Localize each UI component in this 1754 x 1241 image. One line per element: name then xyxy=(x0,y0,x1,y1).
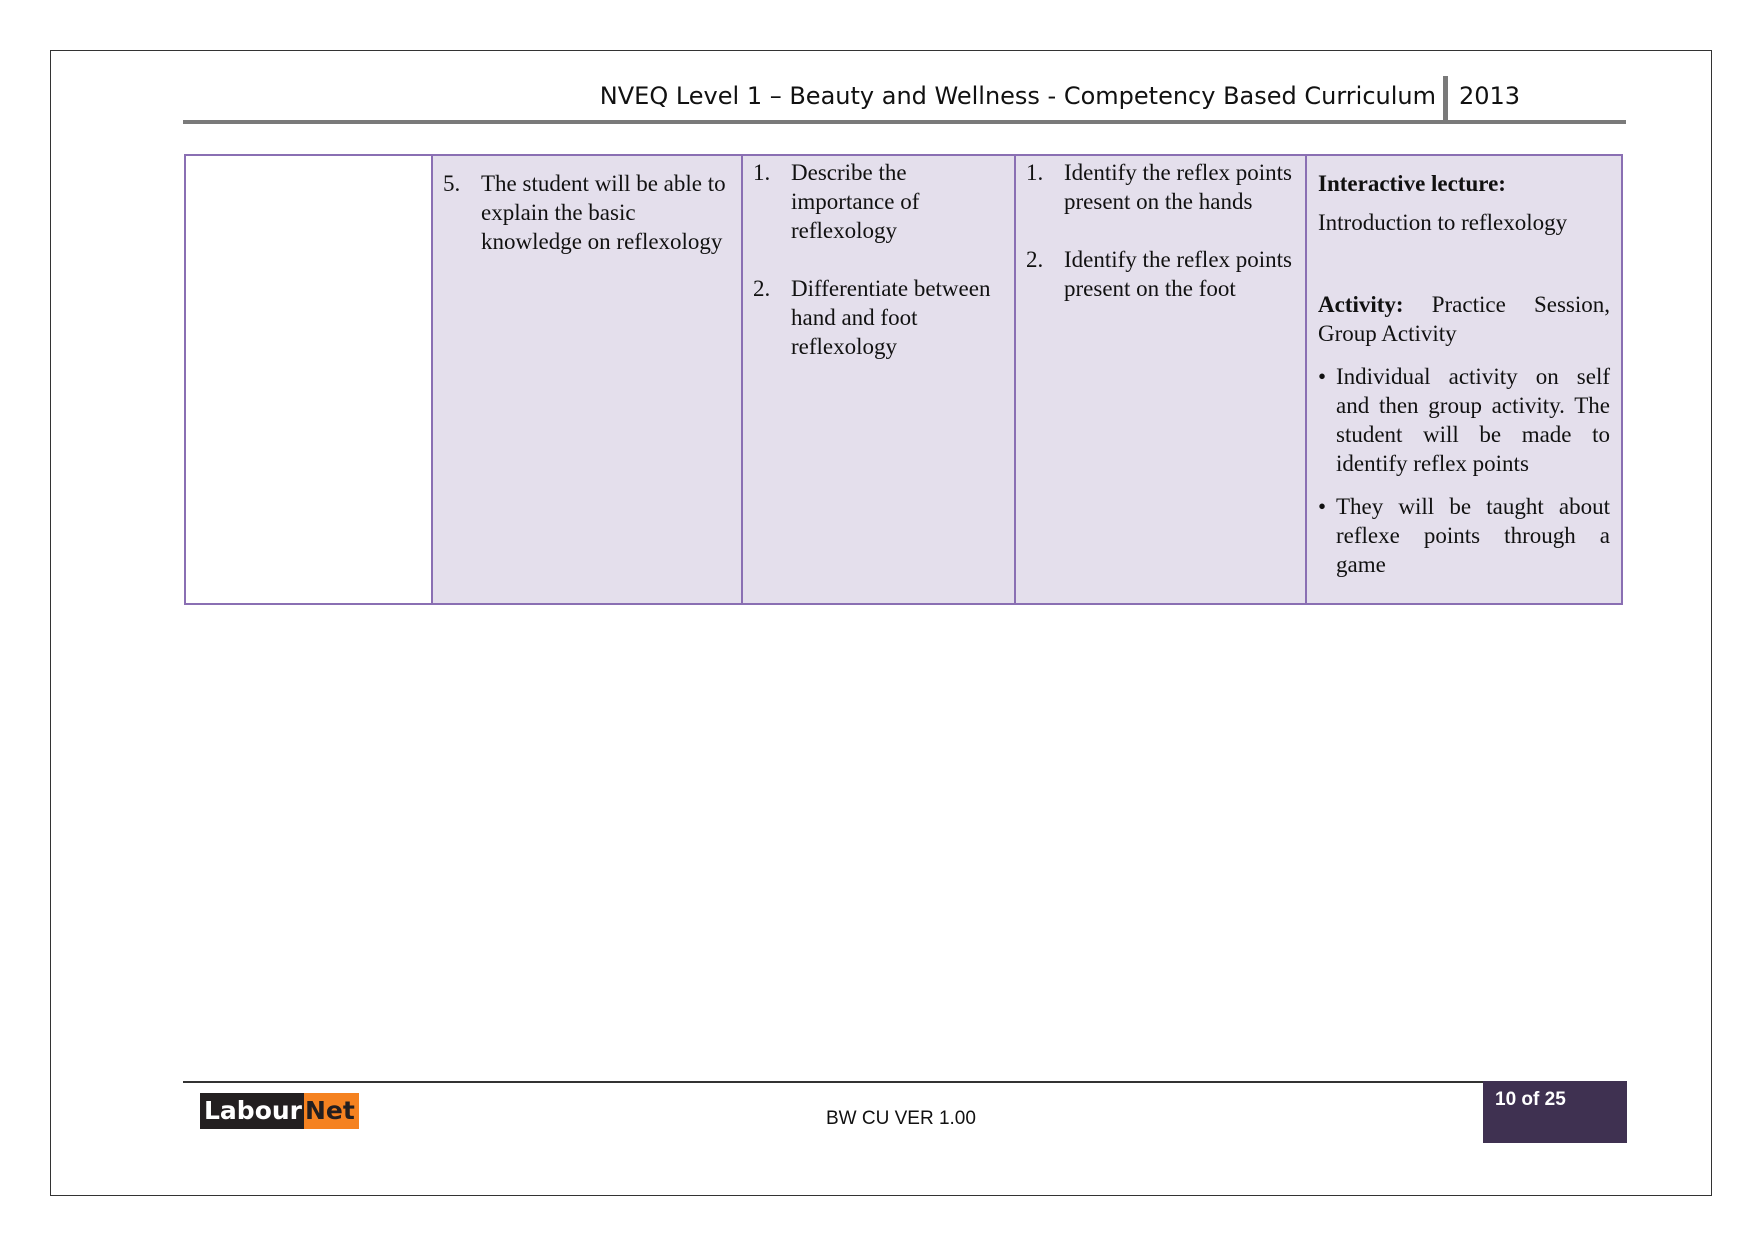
activity-label: Activity: xyxy=(1318,292,1404,317)
item-text: Identify the reflex points present on the hands xyxy=(1064,160,1293,214)
list-item xyxy=(1026,245,1293,303)
logo-text-labour: Labour xyxy=(200,1093,304,1129)
item-text: Describe the importance of reflexology xyxy=(791,160,920,243)
item-number: 1. xyxy=(1026,160,1044,185)
practical-cell xyxy=(1015,155,1306,604)
methodology-cell xyxy=(1306,155,1622,604)
list-item xyxy=(753,274,1002,361)
item-number: 2. xyxy=(1026,247,1044,272)
bullet-text: They will be taught about reflexe points through a game xyxy=(1336,494,1610,577)
header-rule xyxy=(183,120,1626,124)
curriculum-table xyxy=(184,154,1623,605)
item-text: Identify the reflex points present on the foot xyxy=(1064,247,1293,301)
item-text: The student will be able to explain the basic knowledge on reflexology xyxy=(481,171,726,254)
page-header xyxy=(183,76,1626,124)
item-text: Differentiate between hand and foot reflexology xyxy=(791,276,991,359)
table-row xyxy=(185,155,1622,604)
bullet-text: Individual activity on self and then group activity. The student will be made to identify reflex points xyxy=(1336,364,1610,476)
lecture-label: Interactive lecture: xyxy=(1318,171,1506,196)
labournet-logo xyxy=(200,1093,359,1129)
unit-cell xyxy=(185,155,432,604)
theory-cell xyxy=(742,155,1015,604)
item-number: 5. xyxy=(443,171,461,196)
bullet-icon: • xyxy=(1318,364,1327,389)
lecture-text: Introduction to reflexology xyxy=(1318,210,1568,235)
bullet-icon: • xyxy=(1318,494,1327,519)
header-separator xyxy=(1443,76,1448,120)
activity-paragraph xyxy=(1318,290,1610,348)
list-item xyxy=(1026,158,1293,216)
bullet-item xyxy=(1318,362,1610,478)
item-number: 1. xyxy=(753,160,771,185)
header-title: NVEQ Level 1 – Beauty and Wellness - Competency Based Curriculum xyxy=(599,82,1436,110)
page-number-box xyxy=(1483,1081,1627,1143)
item-number: 2. xyxy=(753,276,771,301)
footer-version: BW CU VER 1.00 xyxy=(826,1108,976,1129)
logo-text-net: Net xyxy=(304,1093,359,1129)
list-item xyxy=(753,158,1002,245)
page-number: 10 of 25 xyxy=(1495,1089,1566,1110)
header-year: 2013 xyxy=(1459,82,1521,110)
list-item xyxy=(443,169,727,256)
learning-outcome-cell xyxy=(432,155,742,604)
bullet-item xyxy=(1318,492,1610,579)
activity-text: Practice Session, Group Activity xyxy=(1318,292,1610,346)
footer-rule xyxy=(183,1081,1626,1083)
